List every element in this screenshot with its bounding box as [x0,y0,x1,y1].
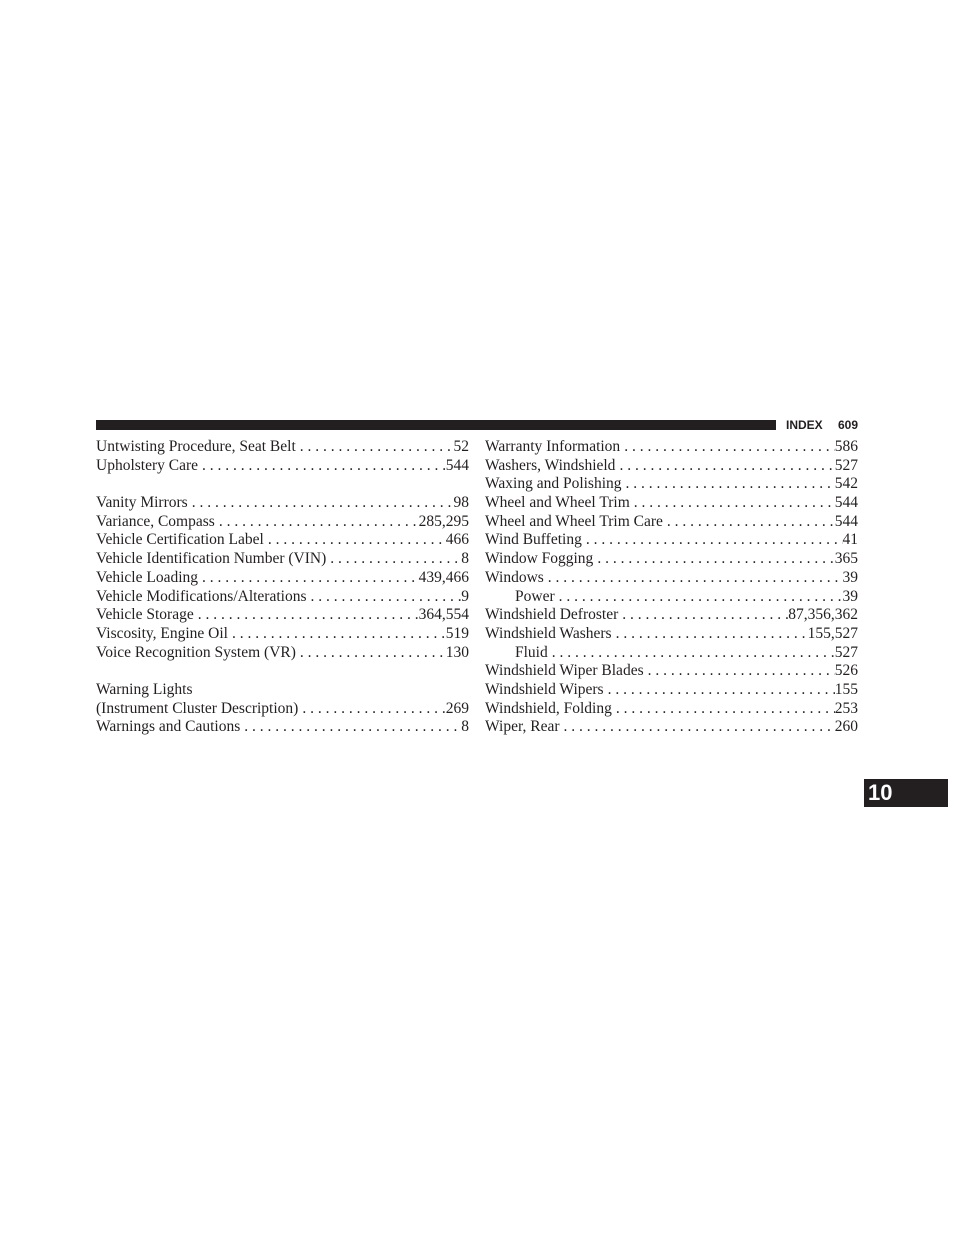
index-entry [485,700,858,719]
index-entry [485,606,858,625]
entry-page: 39 [842,568,858,586]
dot-leader [215,513,419,532]
entry-page: 519 [445,624,469,642]
index-column-left [96,438,469,737]
entry-term: Viscosity, Engine Oil [96,624,228,642]
entry-term: Wiper, Rear [485,718,560,736]
page-number: 609 [837,418,858,432]
entry-page: 52 [453,438,469,455]
entry-term: Vehicle Loading [96,568,199,586]
index-entry [485,718,858,737]
dot-leader [298,700,445,719]
entry-gap [96,662,469,681]
dot-leader [307,588,462,607]
entry-page: 8 [461,550,469,568]
entry-page: 130 [445,643,469,661]
entry-page: 87,356,362 [788,606,858,624]
entry-term: Windshield, Folding [485,699,612,717]
entry-term: Vehicle Storage [96,606,194,624]
index-entry [96,700,469,719]
dot-leader [560,718,835,737]
index-entry [485,550,858,569]
chapter-tab: 10 [864,779,948,807]
dot-leader [622,475,835,494]
entry-page: 269 [445,699,469,717]
entry-page: 364,554 [418,606,469,624]
index-entry [485,513,858,532]
dot-leader [326,550,461,569]
dot-leader [644,662,835,681]
dot-leader [264,531,446,550]
index-entry [96,494,469,513]
index-entry [485,438,858,457]
entry-term: Window Fogging [485,550,594,568]
index-subentry [485,644,858,663]
index-entry [96,644,469,663]
entry-term: Warranty Information [485,438,621,455]
entry-page: 253 [834,699,858,717]
entry-term: Vehicle Certification Label [96,531,264,549]
dot-leader [198,569,419,588]
index-entry [96,457,469,476]
index-entry [96,550,469,569]
entry-page: 41 [842,531,858,549]
dot-leader [240,718,461,737]
dot-leader [612,625,808,644]
index-entry [96,588,469,607]
entry-gap [96,475,469,494]
index-entry [485,531,858,550]
entry-term: Windows [485,568,544,586]
entry-page: 544 [445,456,469,474]
index-entry [485,569,858,588]
dot-leader [612,700,835,719]
dot-leader [228,625,446,644]
index-entry [485,662,858,681]
index-entry [96,606,469,625]
index-entry [485,625,858,644]
entry-term: Untwisting Procedure, Seat Belt [96,438,296,455]
entry-term: (Instrument Cluster Description) [96,699,299,717]
entry-page: 155,527 [807,624,858,642]
entry-page: 527 [834,456,858,474]
entry-page: 544 [834,512,858,530]
entry-page: 285,295 [418,512,469,530]
entry-page: 8 [461,718,469,736]
entry-term: Windshield Defroster [485,606,619,624]
entry-term: Vanity Mirrors [96,494,188,512]
dot-leader [188,494,454,513]
dot-leader [663,513,835,532]
entry-term: Wheel and Wheel Trim [485,494,630,512]
running-header [786,416,858,434]
entry-page: 98 [453,494,469,512]
index-entry [485,681,858,700]
section-title: INDEX [786,418,823,432]
entry-term: Waxing and Polishing [485,475,622,493]
entry-page: 542 [834,475,858,493]
dot-leader [620,438,835,457]
entry-term: Wheel and Wheel Trim Care [485,512,663,530]
entry-term: Voice Recognition System (VR) [96,643,296,661]
entry-page: 365 [834,550,858,568]
index-entry [96,625,469,644]
entry-page: 155 [834,680,858,698]
dot-leader [593,550,834,569]
dot-leader [615,457,834,476]
index-entry [96,438,469,457]
entry-page: 439,466 [418,568,469,586]
entry-page: 466 [445,531,469,549]
entry-page: 260 [834,718,858,736]
index-entry [96,718,469,737]
dot-leader [555,588,843,607]
header-rule [96,420,776,430]
entry-term: Wind Buffeting [485,531,582,549]
dot-leader [296,644,446,663]
entry-term: Windshield Wipers [485,680,604,698]
index-entry [485,494,858,513]
entry-term: Power [515,587,555,605]
dot-leader [544,569,843,588]
index-subentry [485,588,858,607]
entry-page: 39 [842,587,858,605]
dot-leader [582,531,843,550]
index-entry [96,513,469,532]
dot-leader [296,438,454,457]
index-entry [485,457,858,476]
entry-page: 527 [834,643,858,661]
entry-term: Windshield Washers [485,624,612,642]
entry-term: Variance, Compass [96,512,215,530]
dot-leader [604,681,835,700]
dot-leader [198,457,446,476]
index-column-right [485,438,858,737]
entry-term: Warnings and Cautions [96,718,241,736]
entry-term: Washers, Windshield [485,456,616,474]
entry-page: 526 [834,662,858,680]
entry-term: Vehicle Identification Number (VIN) [96,550,327,568]
index-entry [96,531,469,550]
entry-page: 586 [834,438,858,455]
dot-leader [618,606,788,625]
entry-page: 544 [834,494,858,512]
index-heading: Warning Lights [96,680,193,698]
entry-term: Fluid [515,643,548,661]
index-entry [485,475,858,494]
entry-term: Upholstery Care [96,456,199,474]
dot-leader [194,606,419,625]
dot-leader [548,644,835,663]
index-entry [96,569,469,588]
dot-leader [630,494,835,513]
entry-term: Windshield Wiper Blades [485,662,644,680]
entry-term: Vehicle Modifications/Alterations [96,587,307,605]
entry-page: 9 [461,587,469,605]
